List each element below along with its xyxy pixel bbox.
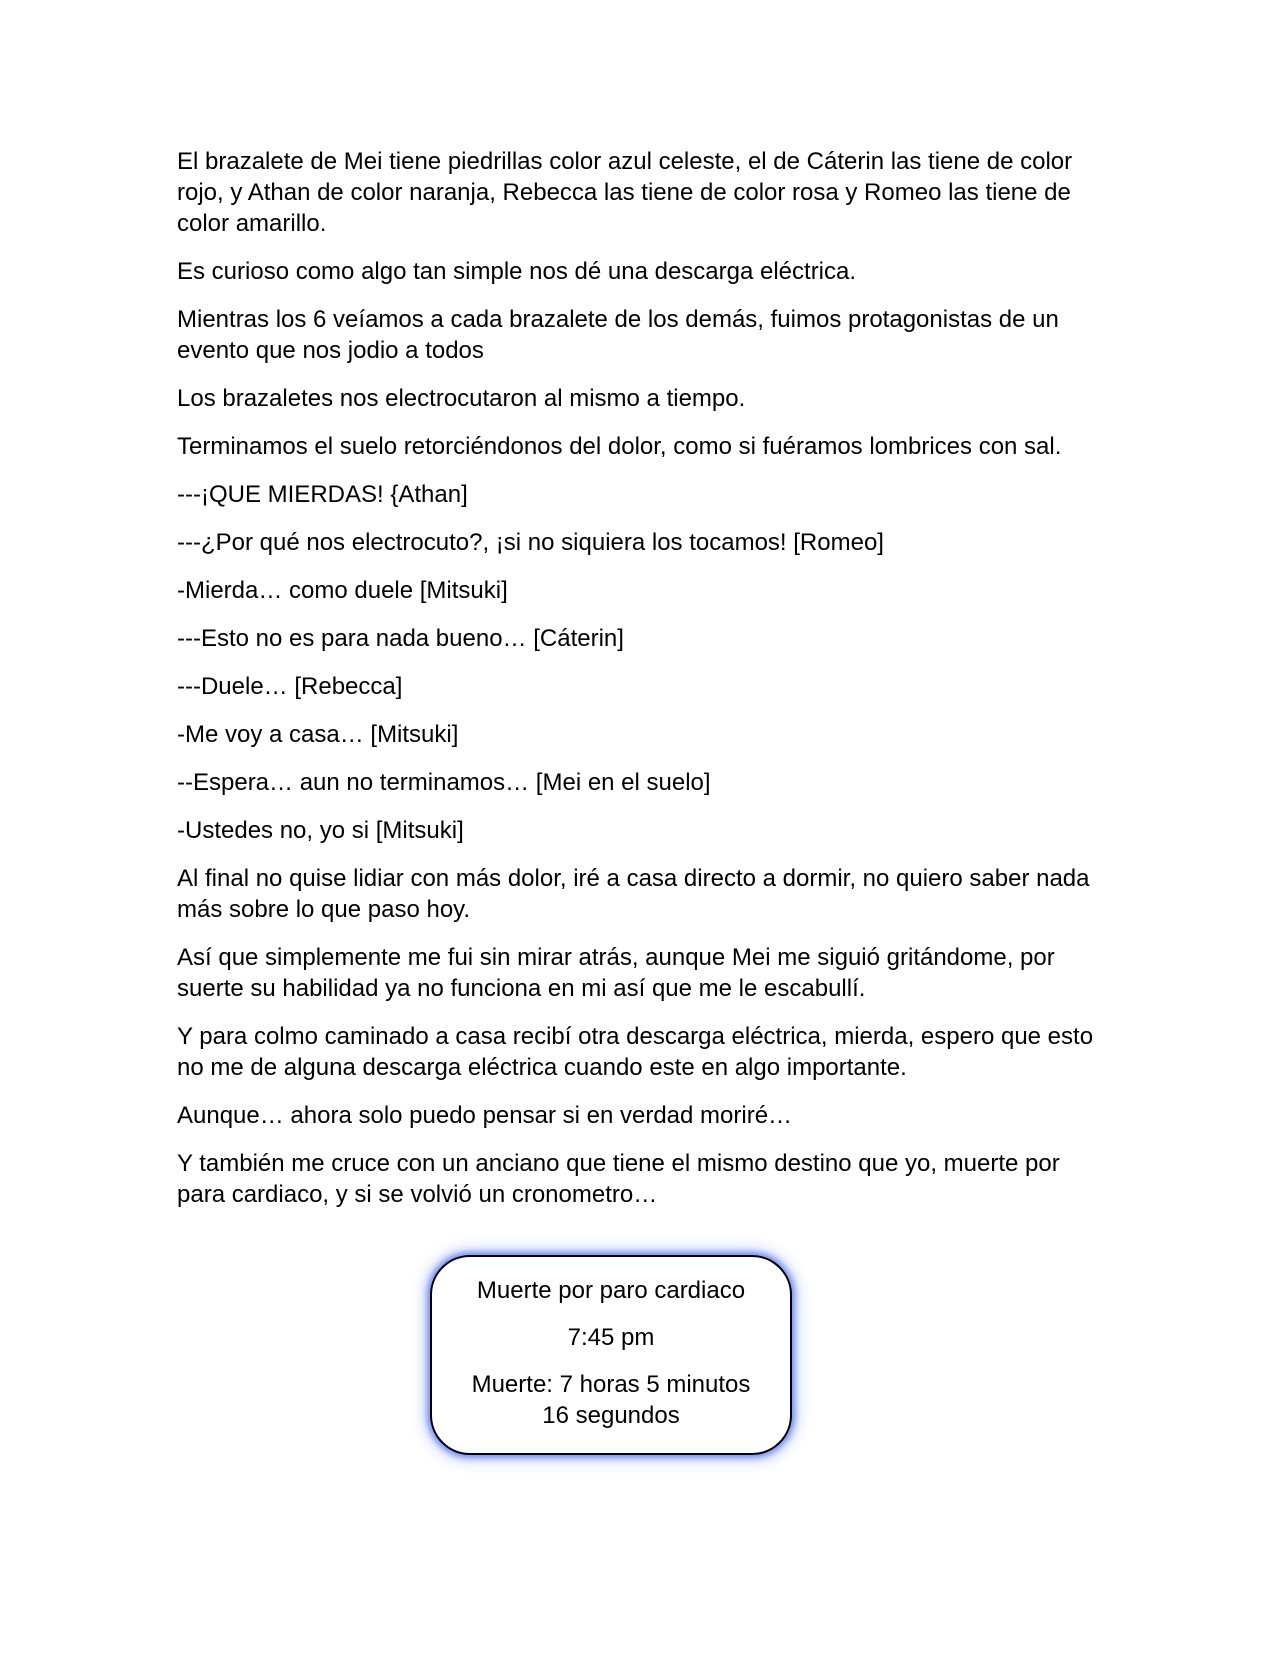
death-countdown: Muerte: 7 horas 5 minutos 16 segundos (471, 1371, 751, 1429)
paragraph-17: Aunque… ahora solo puedo pensar si en verdad moriré… (177, 1102, 793, 1129)
paragraph-14: Al final no quise lidiar con más dolor, iré a casa directo a dormir, no quiero saber nada más sobre lo que paso hoy. (177, 865, 1090, 923)
dialogue-mitsuki-2: -Me voy a casa… [Mitsuki] (177, 721, 459, 748)
dialogue-rebecca: ---Duele… [Rebecca] (177, 673, 403, 700)
dialogue-romeo: ---¿Por qué nos electrocuto?, ¡si no siquiera los tocamos! [Romeo] (177, 529, 884, 556)
dialogue-mitsuki-1: -Mierda… como duele [Mitsuki] (177, 577, 508, 604)
paragraph-16: Y para colmo caminado a casa recibí otra descarga eléctrica, mierda, espero que esto no me de alguna descarga eléctrica cuando este en algo importante. (177, 1023, 1094, 1081)
paragraph-3: Mientras los 6 veíamos a cada brazalete de los demás, fuimos protagonistas de un evento que nos jodio a todos (177, 306, 1059, 364)
paragraph-1: El brazalete de Mei tiene piedrillas color azul celeste, el de Cáterin las tiene de color rojo, y Athan de color naranja, Rebecca las tiene de color rosa y Romeo las tiene de color amarillo. (177, 148, 1073, 237)
death-timer-box (430, 1255, 792, 1455)
death-cause: Muerte por paro cardiaco (476, 1277, 746, 1304)
story-text (177, 146, 1107, 1227)
paragraph-2: Es curioso como algo tan simple nos dé una descarga eléctrica. (177, 258, 857, 285)
paragraph-15: Así que simplemente me fui sin mirar atrás, aunque Mei me siguió gritándome, por suerte su habilidad ya no funciona en mi así que me le escabullí. (177, 944, 1055, 1002)
paragraph-5: Terminamos el suelo retorciéndonos del dolor, como si fuéramos lombrices con sal. (177, 433, 1062, 460)
paragraph-4: Los brazaletes nos electrocutaron al mismo a tiempo. (177, 385, 746, 412)
dialogue-mei: --Espera… aun no terminamos… [Mei en el suelo] (177, 769, 711, 796)
dialogue-mitsuki-3: -Ustedes no, yo si [Mitsuki] (177, 817, 464, 844)
paragraph-18: Y también me cruce con un anciano que tiene el mismo destino que yo, muerte por para cardiaco, y si se volvió un cronometro… (177, 1150, 1060, 1208)
dialogue-athan: ---¡QUE MIERDAS! {Athan] (177, 481, 468, 508)
death-time: 7:45 pm (567, 1324, 655, 1351)
dialogue-caterin: ---Esto no es para nada bueno… [Cáterin] (177, 625, 624, 652)
